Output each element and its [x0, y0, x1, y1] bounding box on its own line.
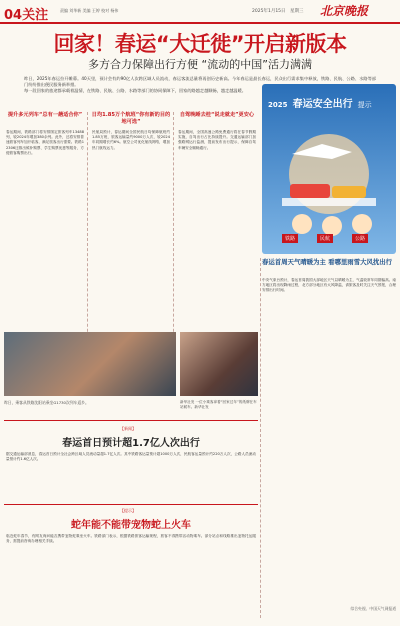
lead-subtitle: 多方合力保障出行方便 “流动的中国”活力满满 [88, 58, 312, 71]
editors: 责编 刘华新 美编 王婷 校对 杨伟 [60, 8, 119, 13]
story-tips-title: 蛇年能不能带宠物蛇上火车 [71, 520, 191, 531]
story-1-title: 提升多元列车“总有一趟适合你” [7, 112, 83, 118]
lead-paragraph-2: 每一段回家的旅途都承载着温情，在铁路、民航、公路、水路等部门的协同保障下，回家的路越走越顺畅，越走越温暖。 [24, 88, 246, 93]
infographic-year: 2025 [268, 101, 288, 109]
issue-weekday: 星期三 [290, 9, 304, 14]
story-3-title: 自驾晚睡去桂“说走就走”更安心 [179, 112, 255, 118]
story-2-body: 民航局预计，春运期间全国民航日均保障航班约1.85万班，旅客运输量约9000万人次，较2024年同期增长约6%。航空公司优化航线网络，增加热门航线运力。 [92, 130, 170, 150]
photo-main-caption: 昨日，乘客从铁路沈阳站乘坐G1730次列车返乡。 [4, 400, 89, 405]
section-divider [4, 504, 258, 505]
infographic-title-suffix: 提示 [357, 101, 372, 109]
section-divider [4, 420, 258, 421]
section-tag-tips: 【提示】 [120, 508, 136, 513]
story-news-body: 据交通运输部消息，春运首日预计全社会跨区域人员流动量超1.7亿人次。其中铁路客运量预计超1000万人次，民航客运量预计约220万人次，公路人员流动量预计约1.6亿人次。 [6, 452, 256, 462]
infographic-badge-rail: 铁路 [282, 234, 298, 243]
story-3-body: 春运期间，全国高速公路免费通行将在春节假期实施，自驾出行占比持续提升。交通运输部门加强路网运行监测，提前发布出行提示，保障自驾车辆安全顺畅通行。 [178, 130, 256, 150]
story-1-body: 春运期间，铁路部门将安排图定旅客列车13488列，较2024年增加380余列。此外，还将安排普速旅客列车加开临客，满足旅客出行需要。铁路12306还推出候补购票、学生购票优惠等服务，方便旅客购票出行。 [6, 130, 84, 155]
page-label: 04关注 [4, 8, 49, 23]
lead-paragraph-1: 昨日，2025年春运拉开帷幕。40天里，预计会有约90亿人次跨区域人员流动，春运客流总量将再创历史新高。今年春运是最长春运，民众出行需求集中释放，铁路、民航、公路、水路等部门纷纷推出便民服务新举措。 [24, 76, 376, 87]
weather-body: 中央气象台预计，春运首周我国大部地区天气以晴暖为主，气温较常年同期偏高。南方地区将出现降雨过程，北方部分地区有大风降温，请旅客及时关注天气预报，合理安排出行时间。 [262, 278, 396, 293]
issue-date: 2025年1月15日 [252, 9, 286, 14]
story-header-3 [176, 112, 258, 119]
photo-main [4, 332, 176, 396]
column-divider [87, 112, 88, 362]
story-tips-body: 临近蛇年春节，有网友询问能否携带宠物蛇乘坐火车。铁路部门表示，根据铁路旅客运输规程，旅客不得携带活动物乘车。部分站点和线路推出宠物托运服务，需提前咨询办理相关手续。 [6, 534, 256, 544]
story-2-title: 日均1.85万个航班“你有新的目的地可选” [91, 112, 171, 125]
infographic-badge-road: 公路 [352, 234, 368, 243]
story-news-title: 春运首日预计超1.7亿人次出行 [62, 438, 200, 449]
page-header [0, 0, 400, 24]
infographic-badge-air: 民航 [317, 234, 333, 243]
section-tag-news: 【新闻】 [120, 426, 136, 431]
infographic-title [268, 92, 372, 111]
story-header-1 [4, 112, 86, 119]
column-divider [173, 112, 174, 362]
story-header-2 [90, 112, 172, 126]
lead-title: 回家！春运“大迁徙”开启新版本 [53, 32, 347, 56]
infographic-title-main: 春运安全出行 [292, 99, 353, 110]
masthead-logo: 北京晚报 [320, 4, 369, 18]
photo-right-caption: 新华社发 一位小乘客拿着“回家过年”的纸牌在车站候车。新华社发 [180, 400, 257, 409]
weather-headline: 春运首周天气晴暖为主 看哪里雨雪大风扰出行 [262, 258, 393, 266]
infographic-illustration [262, 114, 396, 254]
weather-source: 综合央视、中国天气网报道 [350, 606, 396, 611]
column-divider [260, 258, 261, 618]
photo-right [180, 332, 258, 396]
safety-infographic [262, 84, 396, 254]
